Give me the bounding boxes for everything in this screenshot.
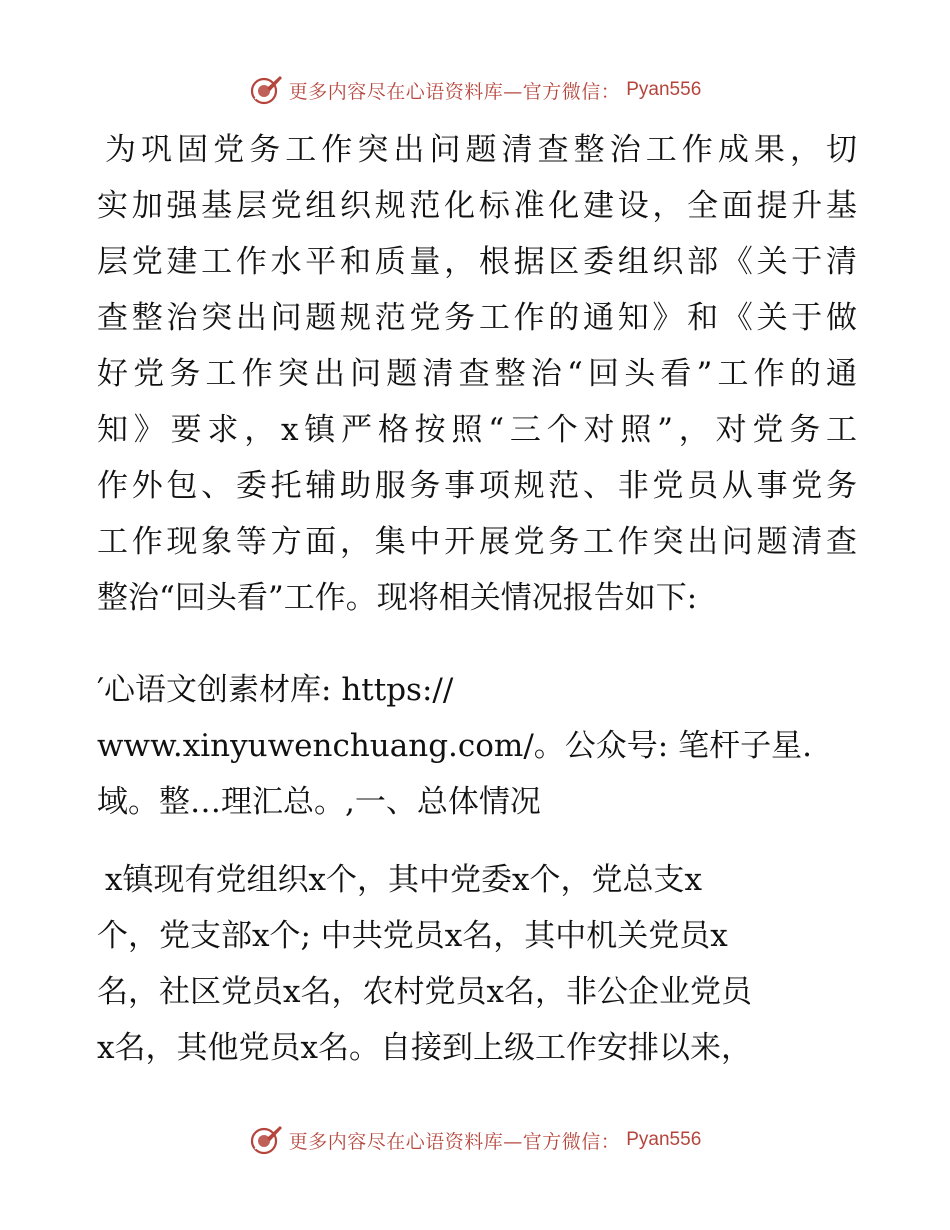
watermark-text: 更多内容尽在心语资料库—官方微信： — [288, 80, 621, 103]
watermark-text: 更多内容尽在心语资料库—官方微信： — [288, 1130, 621, 1153]
text-line: 名，社区党员x名，农村党员x名，非公企业党员 — [97, 974, 752, 1010]
footer-watermark — [0, 1120, 950, 1160]
watermark-wechat-id: Pyan556 — [626, 1129, 702, 1150]
text-line: 为巩固党务工作突出问题清查整治工作成果，切 — [105, 132, 857, 168]
text-line: x名，其他党员x名。自接到上级工作安排以来， — [97, 1030, 752, 1066]
text-line: 查整治突出问题规范党务工作的通知》和《关于做 — [97, 300, 857, 336]
pen-logo-icon — [249, 73, 283, 107]
paragraph-overview — [97, 852, 857, 1076]
text-line: 个，党支部x个; 中共党员x名，其中机关党员x — [97, 918, 728, 954]
pen-logo-icon — [249, 1123, 283, 1157]
text-line: 作外包、委托辅助服务事项规范、非党员从事党务 — [97, 468, 857, 504]
paragraph-intro — [97, 122, 857, 626]
text-line: 好党务工作突出问题清查整治“回头看”工作的通 — [97, 356, 857, 392]
section-heading-line: 域。整…理汇总。,一、总体情况 — [97, 784, 541, 820]
text-line: 知》要求，x镇严格按照“三个对照”，对党务工 — [97, 412, 857, 448]
text-line: 层党建工作水平和质量，根据区委组织部《关于清 — [97, 244, 857, 280]
text-line: 实加强基层党组织规范化标准化建设，全面提升基 — [97, 188, 857, 224]
watermark-wechat-id: Pyan556 — [626, 79, 702, 100]
paragraph-source-note — [97, 662, 857, 830]
text-line: x镇现有党组织x个，其中党委x个，党总支x — [105, 862, 702, 898]
text-line: 工作现象等方面，集中开展党务工作突出问题清查 — [97, 524, 857, 560]
header-watermark — [0, 70, 950, 110]
text-line: www.xinyuwenchuang.com/。公众号: 笔杆子星. — [97, 728, 812, 764]
text-line: ′心语文创素材库: https:// — [97, 672, 454, 708]
text-line: 整治“回头看”工作。现将相关情况报告如下: — [97, 580, 698, 616]
